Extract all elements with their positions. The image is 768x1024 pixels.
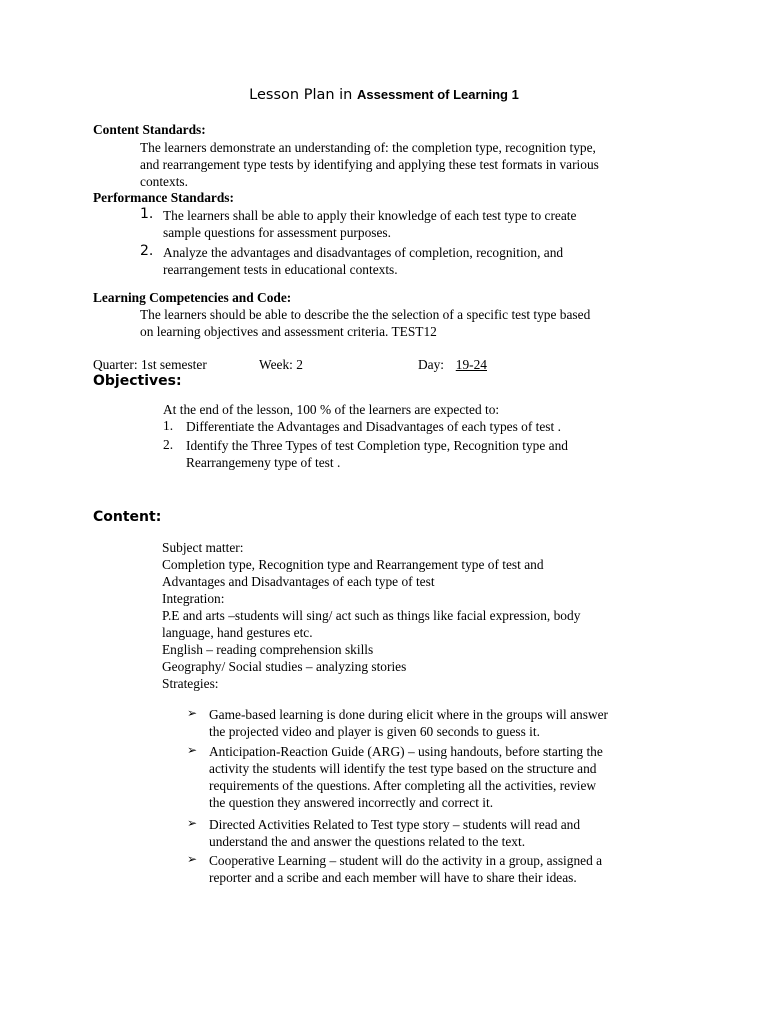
objectives-intro: At the end of the lesson, 100 % of the learners are expected to: [163, 402, 500, 417]
text-line: Strategies: [162, 676, 219, 691]
list-number: 2. [140, 243, 154, 259]
day-label [418, 357, 487, 373]
list-item [209, 852, 674, 886]
text-line: sample questions for assessment purposes. [163, 225, 391, 240]
text-line: the question they answered incorrectly and correct it. [209, 795, 494, 810]
objectives-heading: Objectives: [93, 373, 182, 389]
title-subject: Assessment of Learning 1 [356, 87, 519, 102]
text-line: Directed Activities Related to Test type story – students will read and [209, 817, 581, 832]
quarter-label: Quarter: 1st semester [93, 357, 207, 372]
title-prefix: Lesson Plan in [249, 87, 353, 103]
text-line: on learning objectives and assessment criteria. TEST12 [140, 324, 437, 339]
text-line: reporter and a scribe and each member will have to share their ideas. [209, 870, 577, 885]
text-line: Geography/ Social studies – analyzing stories [162, 659, 407, 674]
week-label: Week: 2 [259, 357, 303, 372]
list-item [163, 207, 576, 241]
list-number: 1. [140, 206, 154, 222]
content-heading: Content: [93, 509, 162, 525]
list-item [209, 816, 674, 850]
text-line: Subject matter: [162, 540, 244, 555]
list-item [186, 437, 568, 471]
text-line: Game-based learning is done during elicit where in the groups will answer [209, 707, 608, 722]
text-line: English – reading comprehension skills [162, 642, 374, 657]
performance-standards-heading: Performance Standards: [93, 190, 234, 205]
text-line: Rearrangemeny type of test . [186, 455, 341, 470]
list-item [209, 706, 674, 740]
text-line: requirements of the questions. After completing all the activities, review [209, 778, 597, 793]
day-value: 19-24 [455, 357, 487, 372]
content-standards-text [140, 139, 599, 190]
text-line: The learners shall be able to apply their knowledge of each test type to create [163, 208, 577, 223]
text-line: activity the students will identify the test type based on the structure and [209, 761, 597, 776]
arrow-bullet-icon: ➢ [187, 706, 198, 720]
competencies-text [140, 306, 590, 340]
text-line: The learners demonstrate an understanding of: the completion type, recognition type, [140, 140, 596, 155]
page-title [0, 87, 768, 103]
text-line: Advantages and Disadvantages of each type of test [162, 574, 435, 589]
text-line: P.E and arts –students will sing/ act such as things like facial expression, body [162, 608, 581, 623]
text-line: rearrangement tests in educational contexts. [163, 262, 398, 277]
text-line: understand the and answer the questions related to the text. [209, 834, 526, 849]
text-line: Integration: [162, 591, 225, 606]
arrow-bullet-icon: ➢ [187, 816, 198, 830]
content-standards-heading: Content Standards: [93, 122, 206, 137]
text-line: and rearrangement type tests by identifying and applying these test formats in various [140, 157, 599, 172]
text-line: Analyze the advantages and disadvantages of completion, recognition, and [163, 245, 564, 260]
competencies-heading: Learning Competencies and Code: [93, 290, 292, 305]
list-number: 2. [163, 437, 174, 452]
list-number: 1. [163, 418, 174, 433]
list-item [163, 244, 563, 278]
text-line: Identify the Three Types of test Completion type, Recognition type and [186, 438, 568, 453]
arrow-bullet-icon: ➢ [187, 852, 198, 866]
content-body [162, 539, 580, 692]
text-line: Anticipation-Reaction Guide (ARG) – using handouts, before starting the [209, 744, 603, 759]
text-line: the projected video and player is given 60 seconds to guess it. [209, 724, 540, 739]
text-line: The learners should be able to describe the the selection of a specific test type based [140, 307, 591, 322]
arrow-bullet-icon: ➢ [187, 743, 198, 757]
text-line: language, hand gestures etc. [162, 625, 313, 640]
text-line: Completion type, Recognition type and Rearrangement type of test and [162, 557, 544, 572]
list-item [186, 418, 561, 435]
day-label-text: Day: [418, 357, 445, 372]
text-line: contexts. [140, 174, 188, 189]
list-item [209, 743, 674, 811]
text-line: Cooperative Learning – student will do the activity in a group, assigned a [209, 853, 603, 868]
text-line: Differentiate the Advantages and Disadvantages of each types of test . [186, 419, 561, 434]
